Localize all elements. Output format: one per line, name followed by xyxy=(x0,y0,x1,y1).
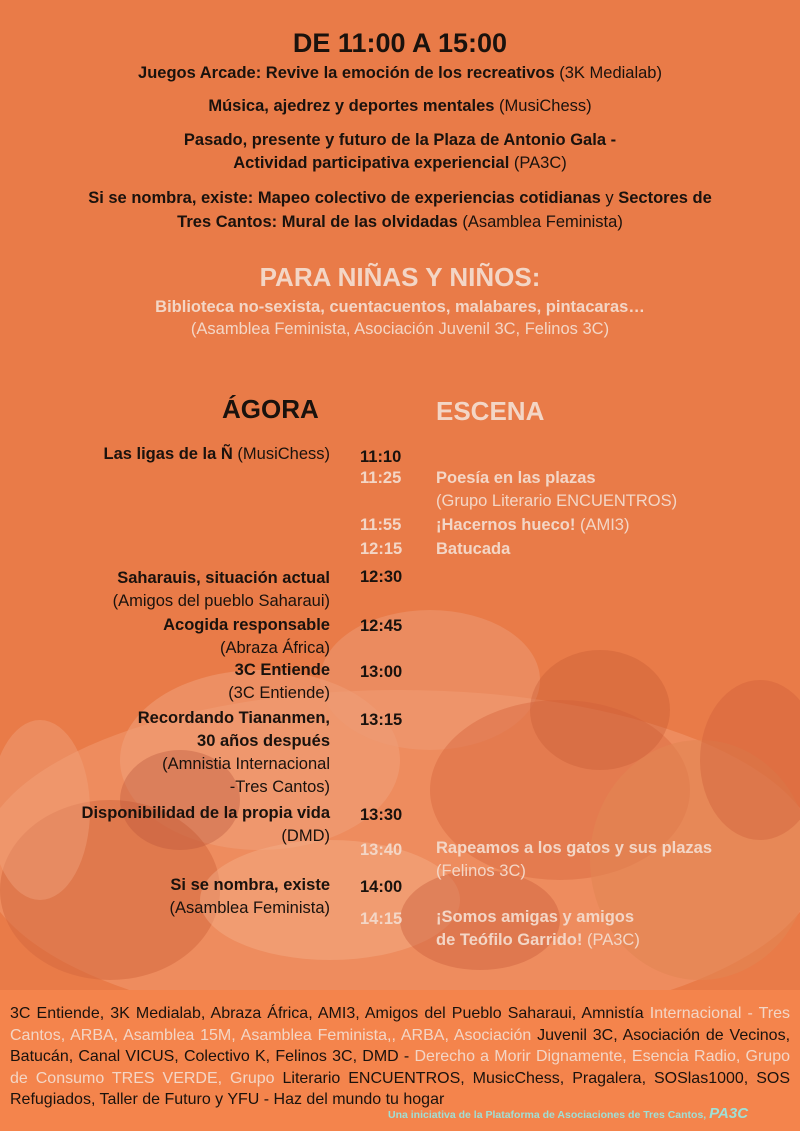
footer-associations: 3C Entiende, 3K Medialab, Abraza África, AMI3, Amigos del Pueblo Saharaui, Amnistía Internacional - Tres Cantos, ARBA, Asamblea 15M, Asamblea Feminista,, ARBA, Asociación Juvenil 3C, Asociación de Vecinos, Batucán, Canal VICUS, Colectivo K, Felinos 3C, DMD - Derecho a Morir Dignamente, Esencia Radio, Grupo de Consumo TRES VERDE, Grupo Literario ENCUENTROS, MusicChess, Pragalera, SOSlas1000, SOS Refugiados, Taller de Futuro y YFU - Haz del mundo tu hogar xyxy=(10,1005,791,1108)
pa3c-logo: PA3C xyxy=(709,1105,749,1122)
activity-plaza-line2: Actividad participativa experiencial (PA3C) xyxy=(233,154,567,172)
activity-musica: Música, ajedrez y deportes mentales (MusiChess) xyxy=(208,97,592,115)
time-1330: 13:30 xyxy=(360,806,403,824)
initiative-credit: Una iniciativa de la Plataforma de Asociaciones de Tres Cantos, PA3C xyxy=(388,1105,749,1122)
time-1300: 13:00 xyxy=(360,663,403,681)
time-1415: 14:15 xyxy=(360,910,403,928)
agora-item-saharauis: Saharauis, situación actual (Amigos del pueblo Saharaui) xyxy=(112,569,330,610)
agora-item-dmd: Disponibilidad de la propia vida (DMD) xyxy=(81,804,330,845)
agora-item-ligas: Las ligas de la Ñ (MusiChess) xyxy=(103,445,330,463)
time-1245: 12:45 xyxy=(360,617,403,635)
activity-plaza-line1: Pasado, presente y futuro de la Plaza de Antonio Gala - xyxy=(183,131,617,149)
escena-item-poesia: Poesía en las plazas (Grupo Literario ENCUENTROS) xyxy=(436,469,678,510)
time-1125: 11:25 xyxy=(360,469,402,487)
time-1400: 14:00 xyxy=(360,878,403,896)
agora-item-acogida: Acogida responsable (Abraza África) xyxy=(163,616,330,657)
kids-activities: Biblioteca no-sexista, cuentacuentos, malabares, pintacaras… xyxy=(155,298,645,316)
activity-mapeo-line2: Tres Cantos: Mural de las olvidadas (Asamblea Feminista) xyxy=(177,213,623,231)
escena-item-hacernos-hueco: ¡Hacernos hueco! (AMI3) xyxy=(436,516,630,534)
time-1315: 13:15 xyxy=(360,711,403,729)
escena-item-batucada: Batucada xyxy=(436,540,511,558)
time-1155: 11:55 xyxy=(360,516,402,534)
agora-item-3c-entiende: 3C Entiende (3C Entiende) xyxy=(228,661,330,702)
escena-item-somos-amigas: ¡Somos amigas y amigos de Teófilo Garrido! (PA3C) xyxy=(436,908,640,949)
escena-heading: ESCENA xyxy=(436,396,545,426)
activity-mapeo-line1: Si se nombra, existe: Mapeo colectivo de experiencias cotidianas y Sectores de xyxy=(88,189,712,207)
agora-heading: ÁGORA xyxy=(222,394,319,424)
kids-organizers: (Asamblea Feminista, Asociación Juvenil 3C, Felinos 3C) xyxy=(190,320,610,338)
time-1340: 13:40 xyxy=(360,841,403,859)
time-1215: 12:15 xyxy=(360,540,403,558)
escena-item-rapeamos: Rapeamos a los gatos y sus plazas (Felinos 3C) xyxy=(436,839,713,880)
activity-arcade: Juegos Arcade: Revive la emoción de los recreativos (3K Medialab) xyxy=(138,64,662,82)
time-1230: 12:30 xyxy=(360,568,403,586)
agora-item-si-se-nombra: Si se nombra, existe (Asamblea Feminista) xyxy=(169,876,330,917)
time-range-heading: DE 11:00 A 15:00 xyxy=(292,28,508,58)
kids-heading: PARA NIÑAS Y NIÑOS: xyxy=(259,262,541,292)
time-1110: 11:10 xyxy=(360,448,402,466)
agora-item-tiananmen: Recordando Tiananmen, 30 años después (Amnistia Internacional -Tres Cantos) xyxy=(137,709,330,796)
